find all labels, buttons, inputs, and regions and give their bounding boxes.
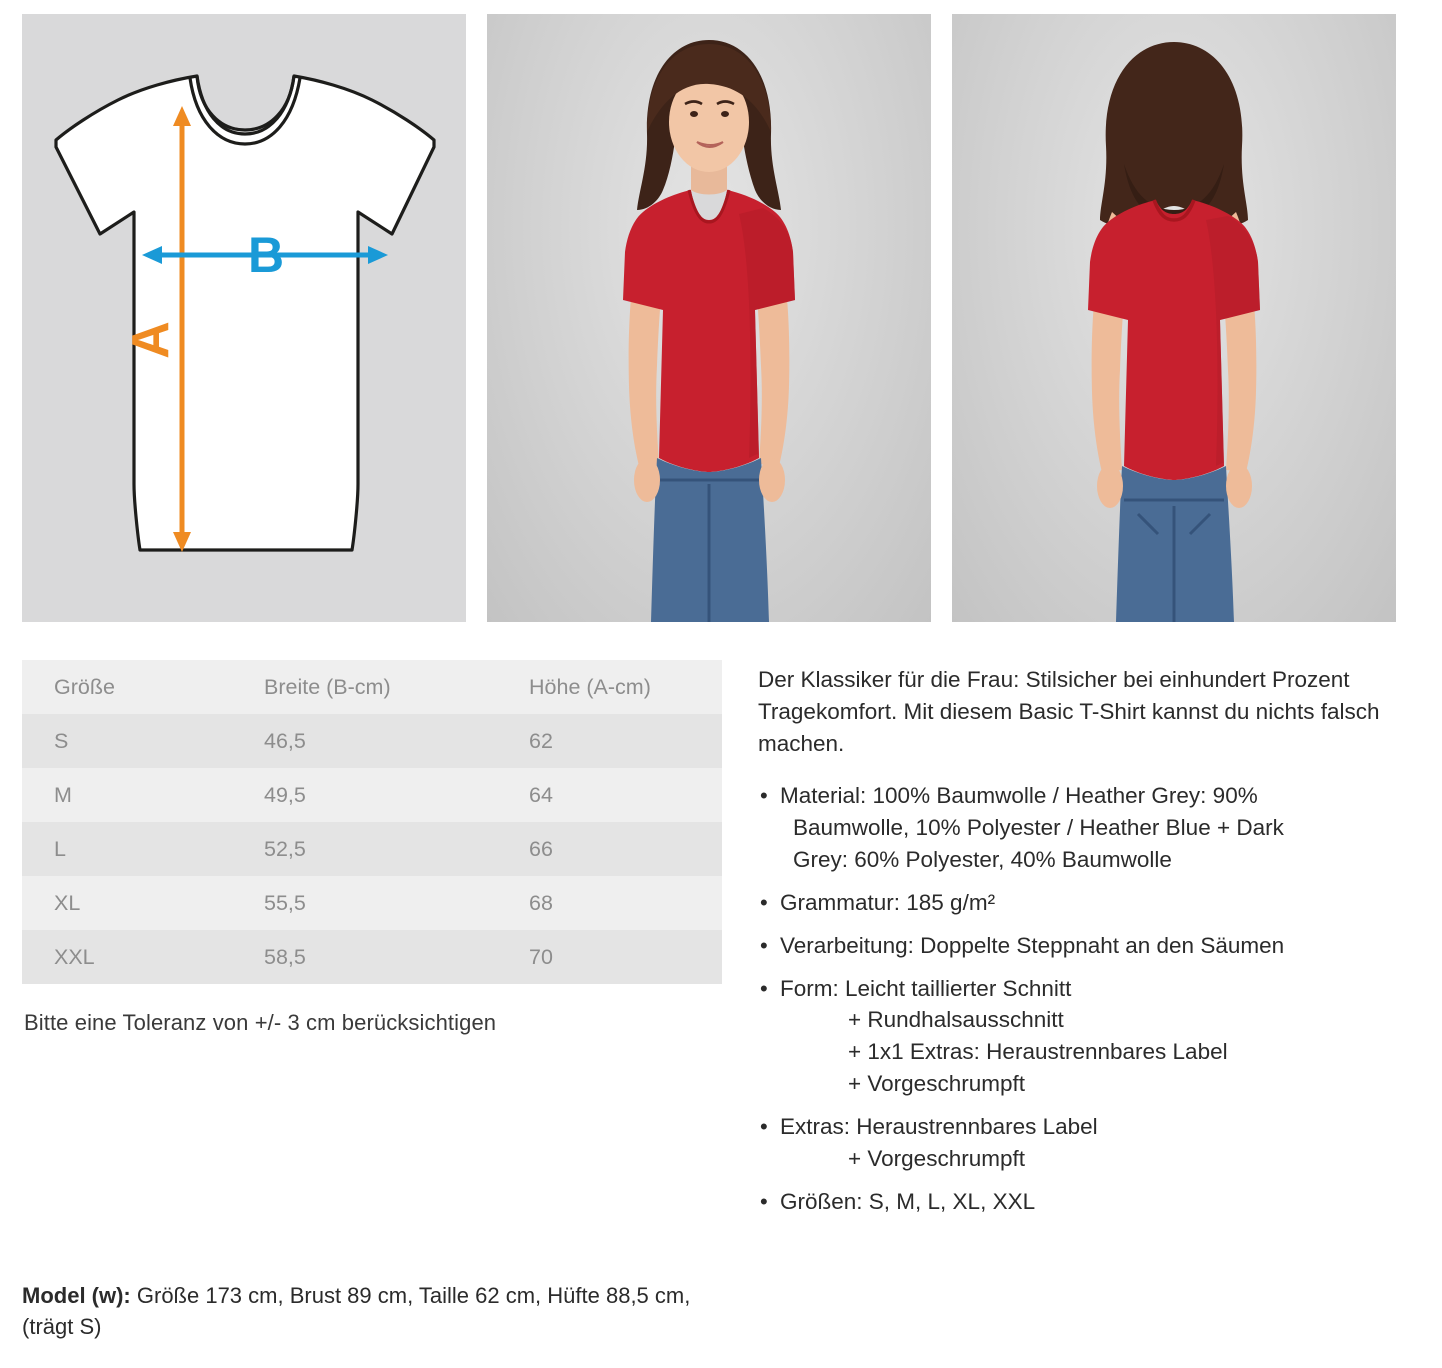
- model-front-photo: [487, 14, 931, 622]
- cell-height: 62: [529, 728, 553, 753]
- feature-text-cont: Grey: 60% Polyester, 40% Baumwolle: [793, 846, 1172, 872]
- table-row: [22, 768, 722, 822]
- model-info-text: Größe 173 cm, Brust 89 cm, Taille 62 cm, Hüfte 88,5 cm, (trägt S): [22, 1282, 691, 1339]
- feature-text: Extras: Heraustrennbares Label: [780, 1114, 1098, 1140]
- description-column: [758, 660, 1420, 1229]
- feature-text-cont: Baumwolle, 10% Polyester / Heather Blue + Dark: [793, 814, 1284, 840]
- table-row: [22, 930, 722, 984]
- cell-width: 58,5: [264, 944, 306, 969]
- cell-width: 49,5: [264, 782, 306, 807]
- t-shirt-measurement-diagram: [22, 14, 466, 622]
- table-row: [22, 822, 722, 876]
- feature-subitem: + Vorgeschrumpft: [848, 1146, 1025, 1172]
- table-header-row: [22, 660, 722, 714]
- cell-size: L: [54, 836, 66, 861]
- feature-list: [758, 780, 1420, 1218]
- cell-width: 46,5: [264, 728, 306, 753]
- cell-width: 55,5: [264, 890, 306, 915]
- size-column: [22, 660, 722, 1229]
- cell-height: 68: [529, 890, 553, 915]
- size-table: [22, 660, 722, 984]
- table-row: [22, 714, 722, 768]
- header-size: Größe: [54, 674, 115, 699]
- model-front-illustration: [487, 14, 931, 622]
- cell-height: 70: [529, 944, 553, 969]
- feature-text: Form: Leicht taillierter Schnitt: [780, 975, 1072, 1001]
- feature-extras: [758, 1111, 1420, 1175]
- feature-material: [758, 780, 1420, 876]
- product-image-row: [0, 0, 1442, 622]
- measurement-diagram-panel: [22, 14, 466, 622]
- header-width: Breite (B-cm): [264, 674, 391, 699]
- cell-size: XL: [54, 890, 81, 915]
- feature-subitem: + Rundhalsausschnitt: [848, 1007, 1064, 1033]
- cell-size: S: [54, 728, 69, 753]
- width-label: B: [247, 227, 285, 283]
- height-label: A: [122, 321, 180, 359]
- details-section: [0, 622, 1442, 1229]
- cell-width: 52,5: [264, 836, 306, 861]
- model-back-illustration: [952, 14, 1396, 622]
- cell-size: XXL: [54, 944, 95, 969]
- header-height: Höhe (A-cm): [529, 674, 651, 699]
- feature-form: [758, 973, 1420, 1101]
- model-back-photo: [952, 14, 1396, 622]
- feature-text: Größen: S, M, L, XL, XXL: [780, 1189, 1036, 1215]
- cell-size: M: [54, 782, 72, 807]
- feature-text: Verarbeitung: Doppelte Steppnaht an den Säumen: [780, 932, 1285, 958]
- tolerance-note: Bitte eine Toleranz von +/- 3 cm berücksichtigen: [24, 1010, 497, 1035]
- cell-height: 64: [529, 782, 553, 807]
- model-info-label: Model (w):: [22, 1282, 131, 1308]
- cell-height: 66: [529, 836, 553, 861]
- feature-subitem: + Vorgeschrumpft: [848, 1071, 1025, 1097]
- description-intro: Der Klassiker für die Frau: Stilsicher bei einhundert Prozent Tragekomfort. Mit diesem Basic T-Shirt kannst du nichts falsch machen.: [758, 667, 1380, 756]
- feature-groessen: [758, 1186, 1420, 1218]
- feature-subitem: + 1x1 Extras: Heraustrennbares Label: [848, 1039, 1228, 1065]
- model-info: [22, 1280, 722, 1342]
- feature-verarbeitung: [758, 930, 1420, 962]
- feature-grammatur: [758, 887, 1420, 919]
- table-row: [22, 876, 722, 930]
- feature-text: Grammatur: 185 g/m²: [780, 889, 996, 915]
- feature-text: Material: 100% Baumwolle / Heather Grey: 90%: [780, 782, 1258, 808]
